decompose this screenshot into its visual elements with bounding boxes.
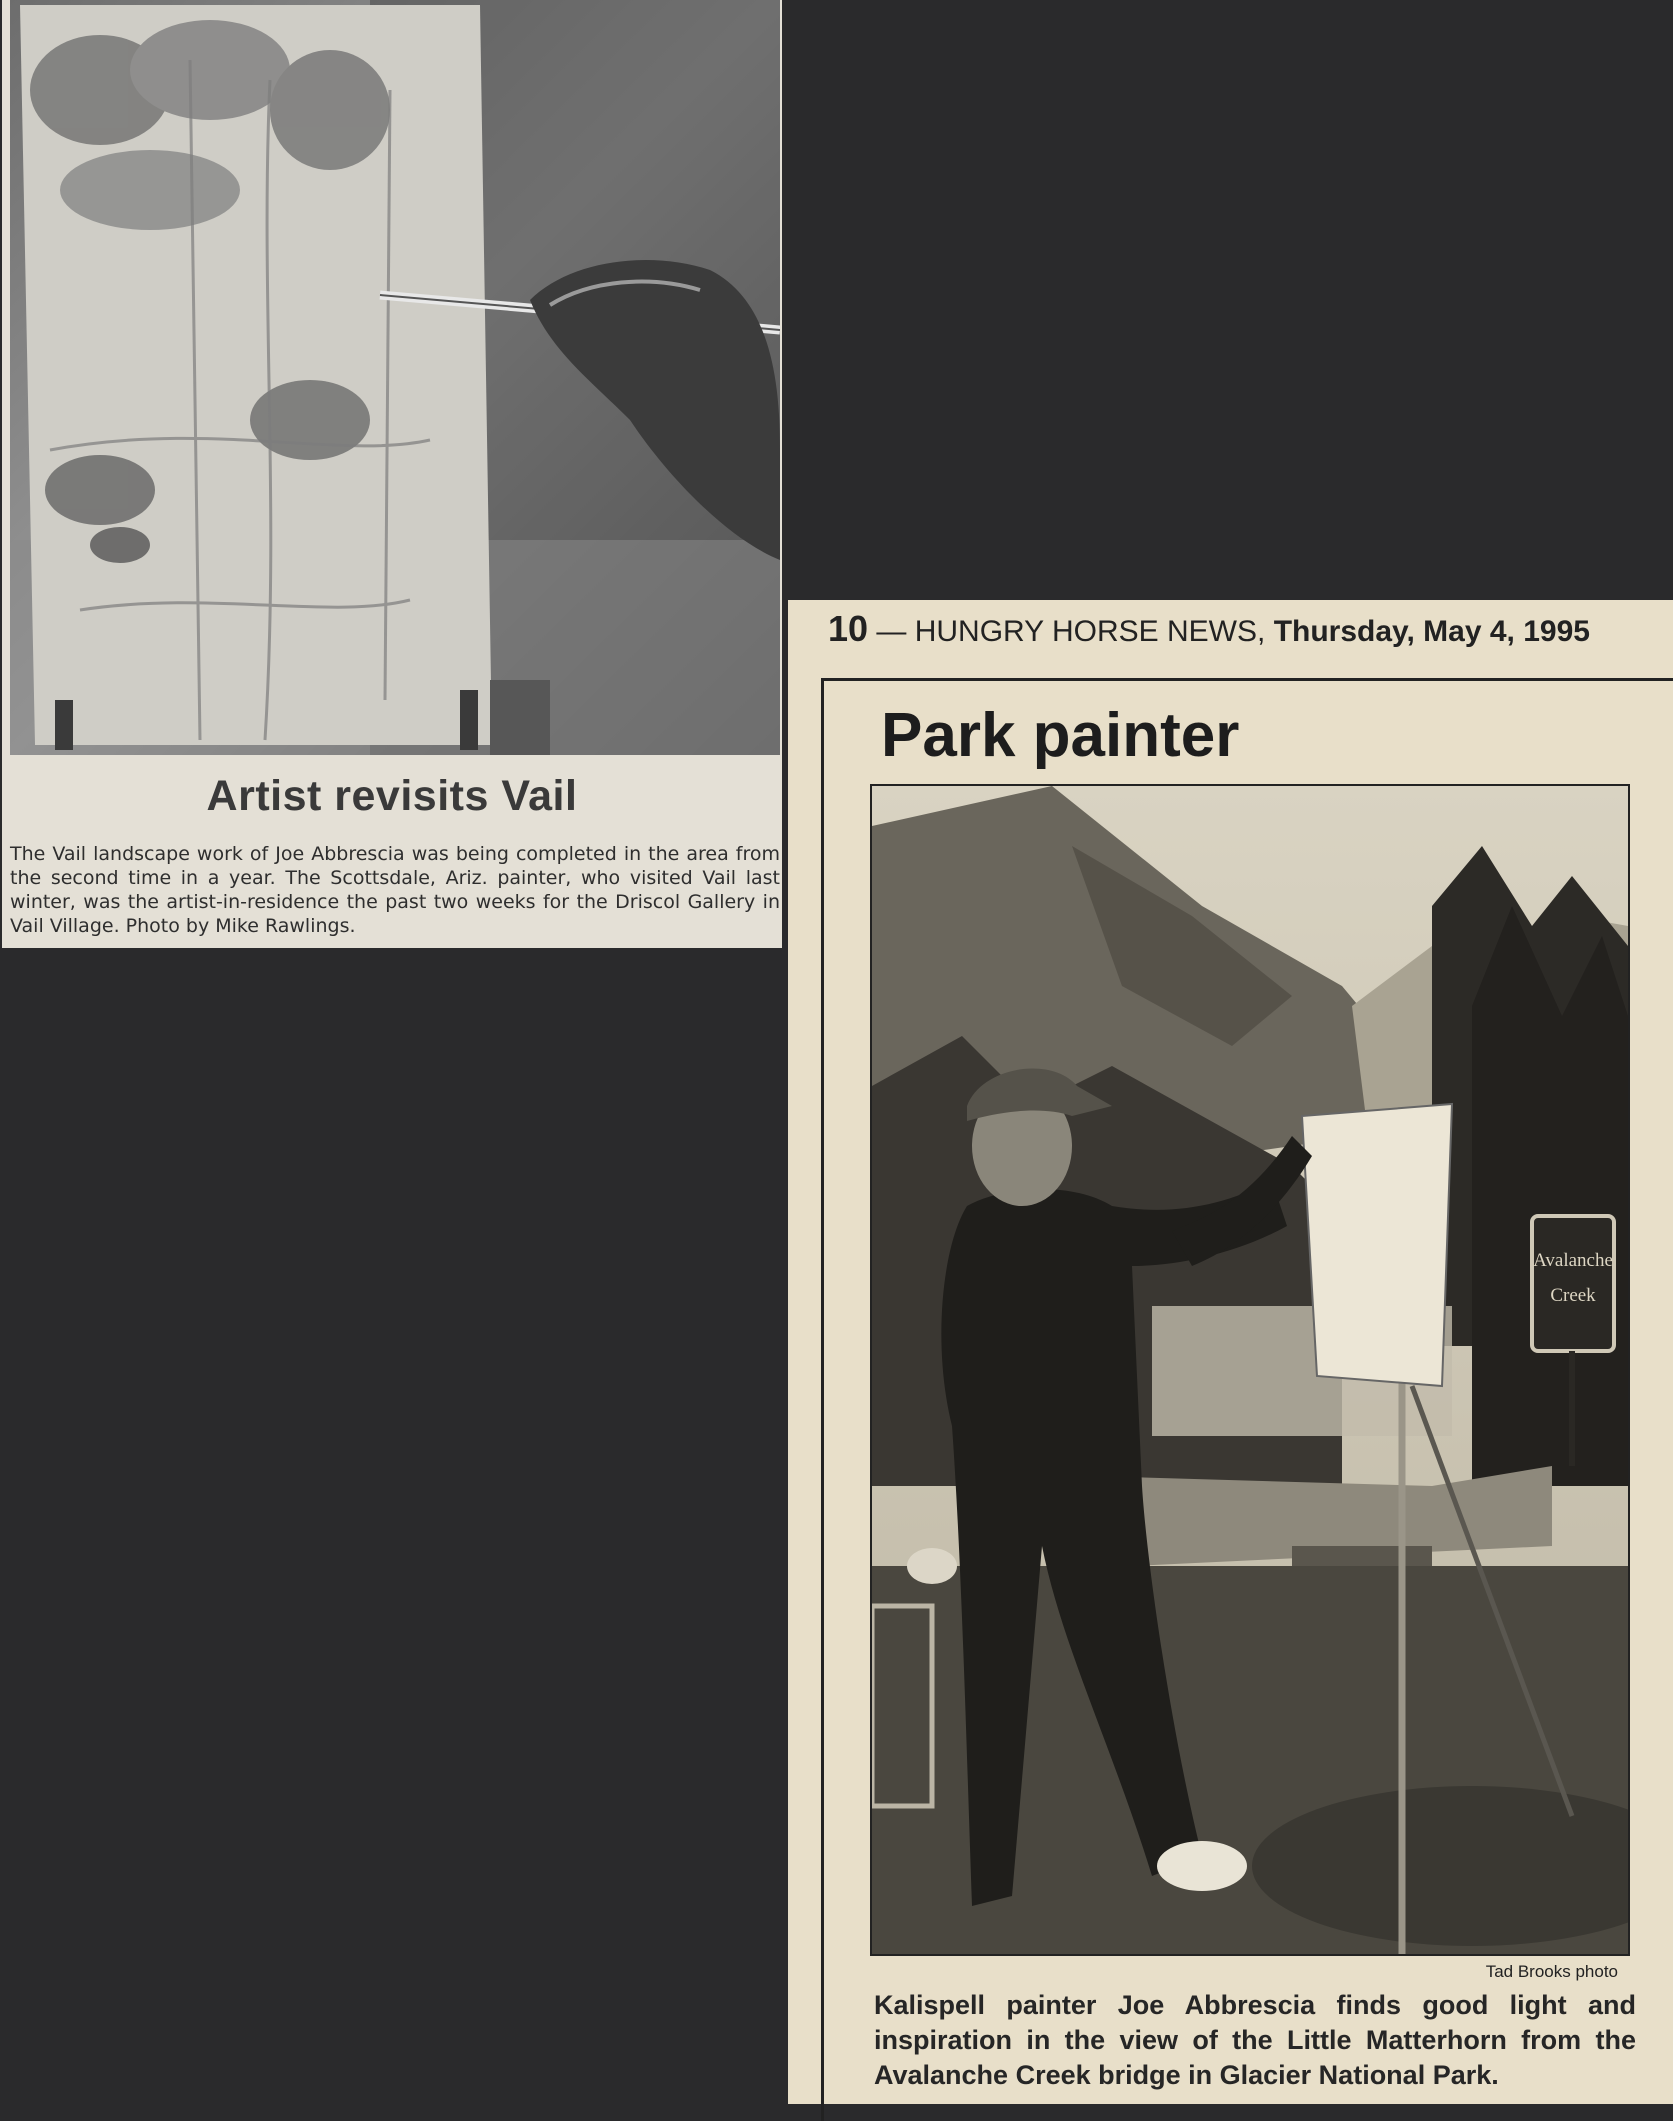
park-painter-headline: Park painter	[881, 701, 1240, 770]
vail-headline: Artist revisits Vail	[206, 772, 578, 820]
newspaper-header	[828, 608, 1590, 650]
sign-text-line1: Avalanche	[1533, 1250, 1613, 1271]
park-painter-caption: Kalispell painter Joe Abbrescia finds good light and inspiration in the view of the Little Matterhorn from the Avalanche Creek bridge in Glacier National Park.	[874, 1990, 1636, 2090]
sign-text-line2: Creek	[1550, 1285, 1596, 1306]
vail-clipping	[2, 0, 782, 948]
page-number: 10	[828, 608, 869, 649]
hungry-horse-clipping	[788, 600, 1673, 2104]
photo-credit: Tad Brooks photo	[1485, 1962, 1618, 1981]
publication-name: — HUNGRY HORSE NEWS,	[876, 615, 1266, 648]
vail-painting-photo	[10, 0, 780, 755]
park-painter-photo	[870, 784, 1630, 1956]
publication-date: Thursday, May 4, 1995	[1273, 615, 1590, 648]
vail-caption: The Vail landscape work of Joe Abbrescia was being completed in the area from the second time in a year. The Scottsdale, Ariz. painter, who visited Vail last winter, was the artist-in-residence the past two weeks for the Driscol Gallery in Vail Village. Photo by Mike Rawlings.	[10, 843, 780, 937]
